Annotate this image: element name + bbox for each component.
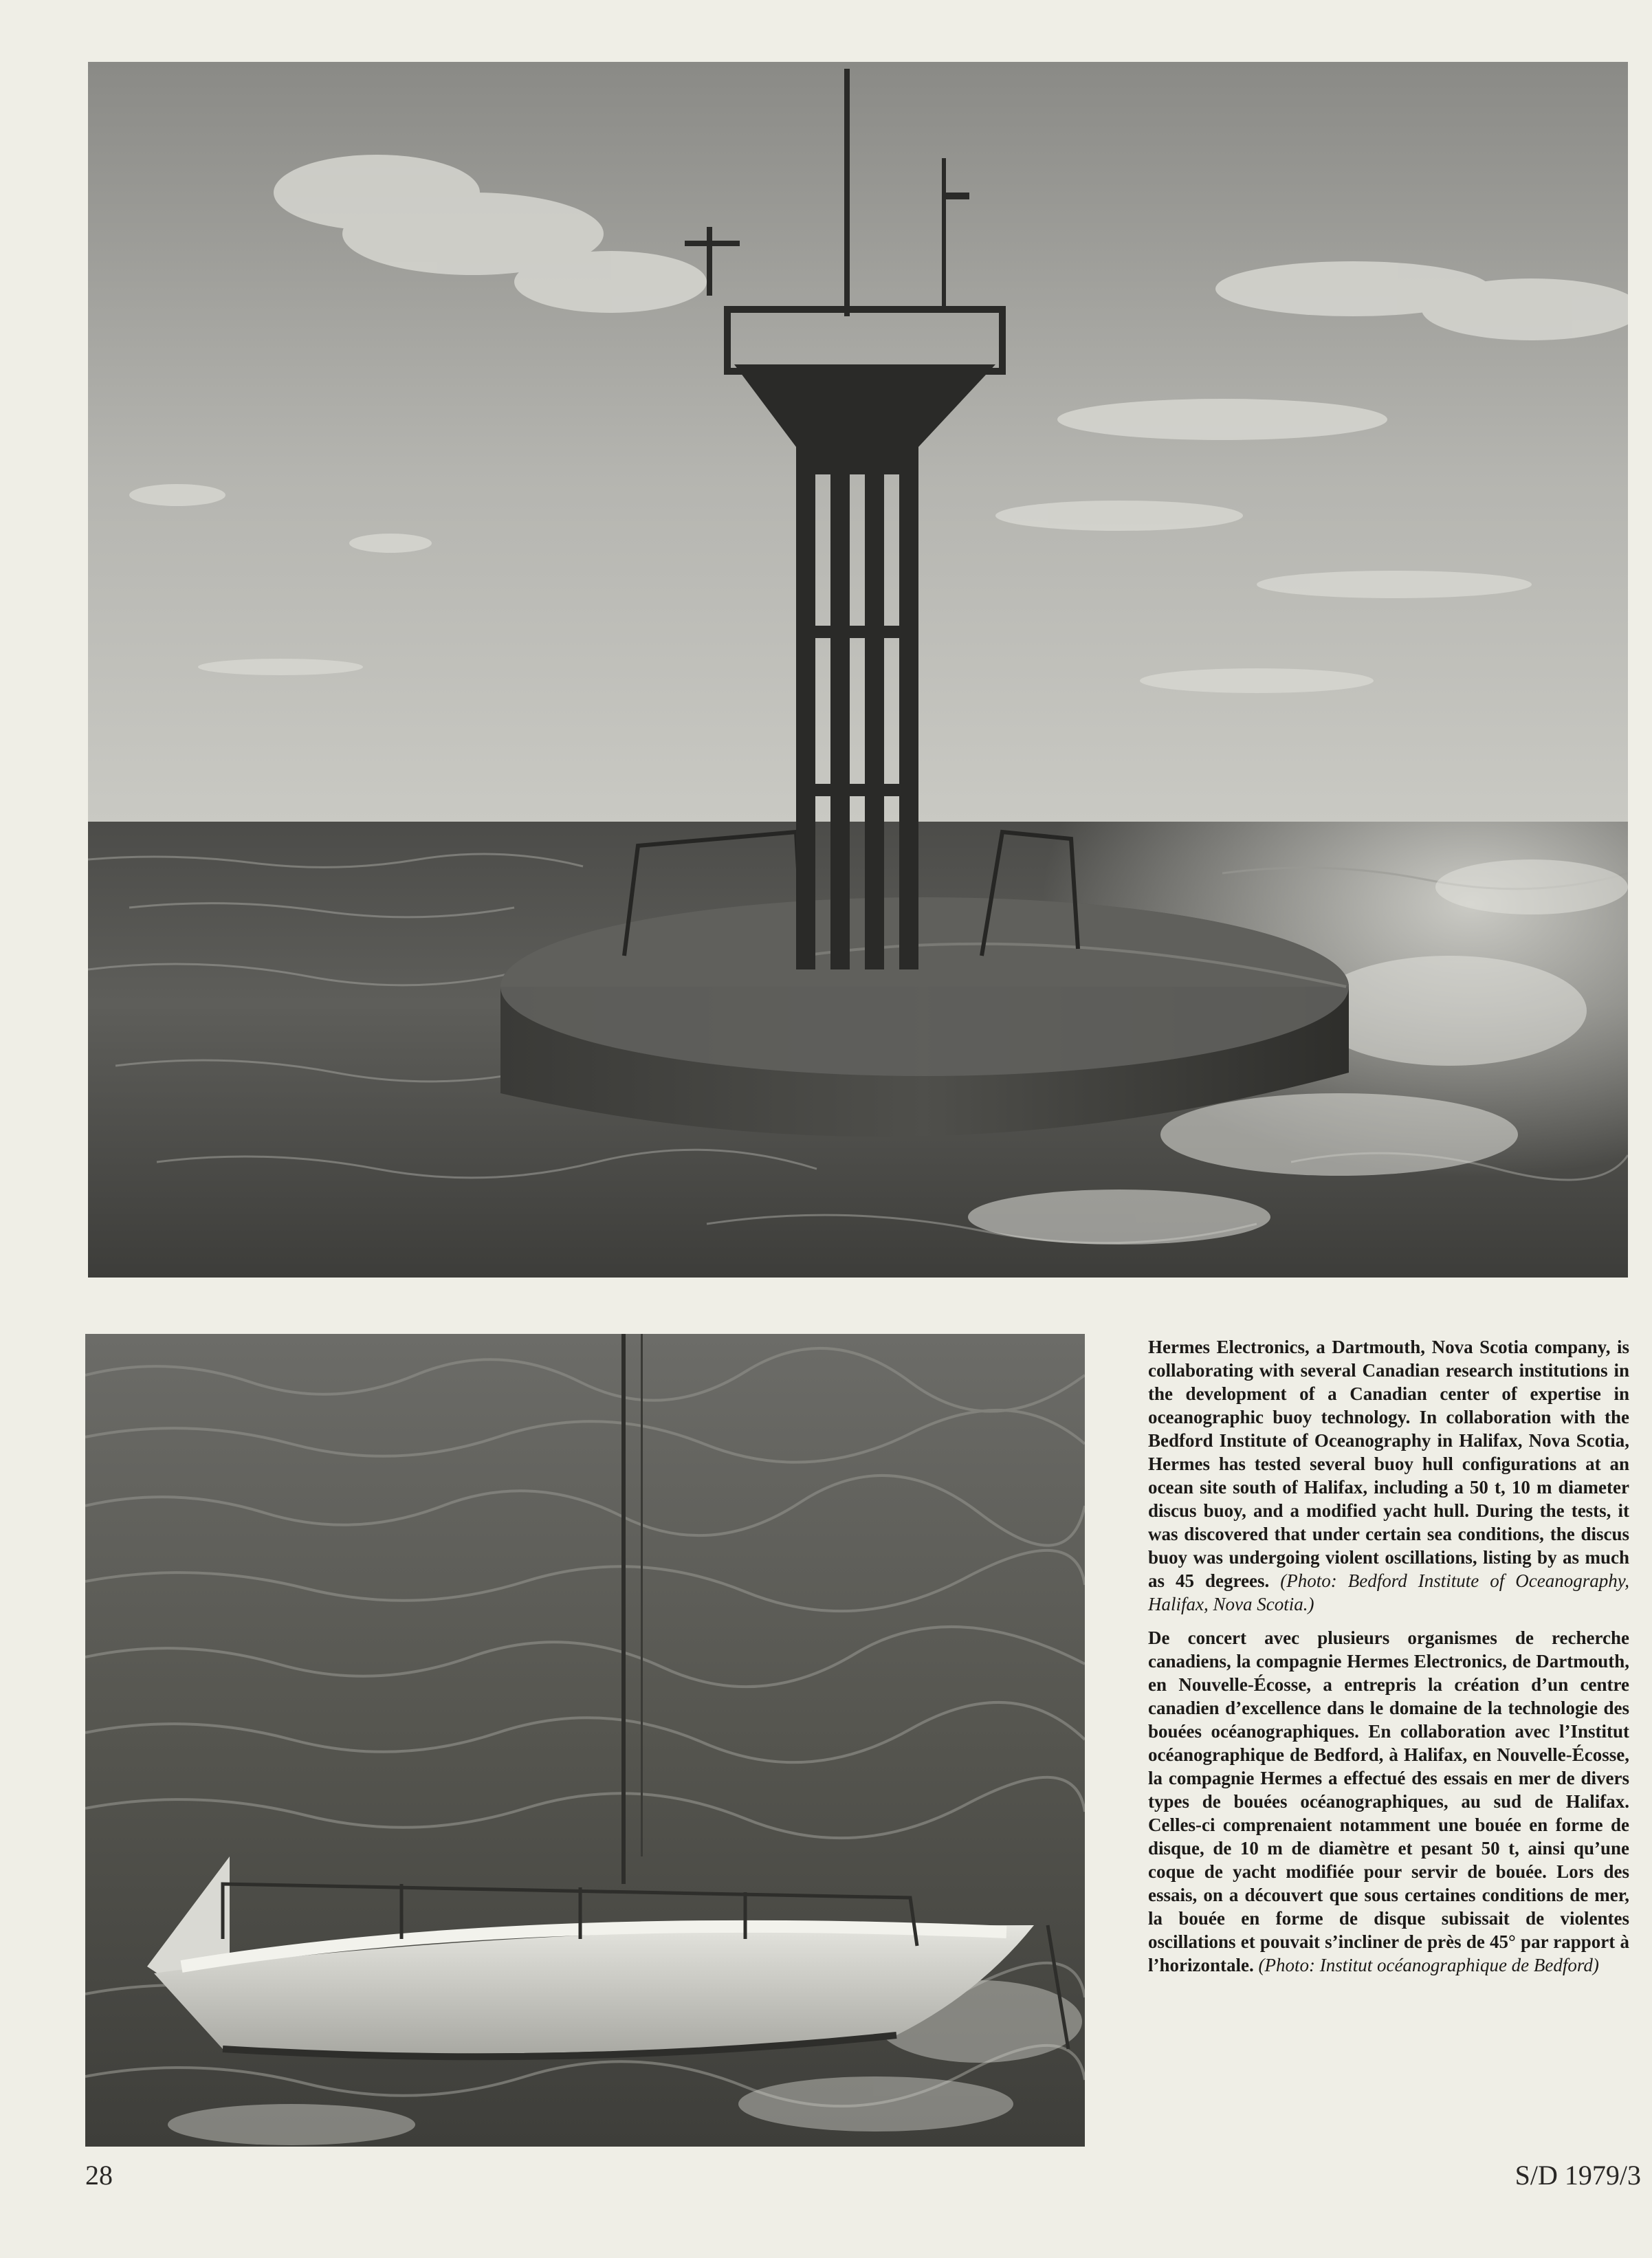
issue-reference: S/D 1979/3	[1515, 2160, 1641, 2191]
caption-french	[1148, 1626, 1629, 1977]
caption-english-photo-credit: (Photo: Bedford Institute of Oceanography, Halifax, Nova Scotia.)	[1148, 1570, 1630, 1614]
caption-french-text: De concert avec plusieurs organismes de recherche canadiens, la compagnie Hermes Electronics, de Dartmouth, en Nouvelle-Écosse, a entrepris la création d’un centre canadien d’excellence dans le domaine de la technologie des bouées océanographiques. En collaboration avec l’Institut océanographique de Bedford, à Halifax, en Nouvelle-Écosse, la compagnie Hermes a effectué des essais en mer de divers types de bouées océanographiques, au sud de Halifax. Celles-ci comprenaient notamment une bouée en forme de disque, de 10 m de diamètre et pesant 50 t, ainsi qu’une coque de yacht modifiée pour servir de bouée. Lors des essais, on a découvert que sous certaines conditions de mer, la bouée en forme de disque subissait de violentes oscillations et pouvait s’incliner de près de 45° par rapport à l’horizontale.	[1148, 1627, 1629, 1975]
caption-english	[1148, 1335, 1629, 1616]
yacht-hull-image	[85, 1334, 1085, 2147]
page-number: 28	[85, 2160, 113, 2191]
discus-buoy-image	[88, 62, 1628, 1278]
caption-english-text: Hermes Electronics, a Dartmouth, Nova Scotia company, is collaborating with several Canadian research institutions in the development of a Canadian center of expertise in oceanographic buoy technology. In collaboration with the Bedford Institute of Oceanography in Halifax, Nova Scotia, Hermes has tested several buoy hull configurations at an ocean site south of Halifax, including a 50 t, 10 m diameter discus buoy, and a modified yacht hull. During the tests, it was discovered that under certain sea conditions, the discus buoy was undergoing violent oscillations, listing by as much as 45 degrees.	[1148, 1337, 1629, 1591]
discus-buoy-photo	[88, 62, 1628, 1278]
caption-french-photo-credit: (Photo: Institut océanographique de Bedford)	[1258, 1955, 1599, 1975]
yacht-hull-buoy-photo	[85, 1334, 1085, 2147]
